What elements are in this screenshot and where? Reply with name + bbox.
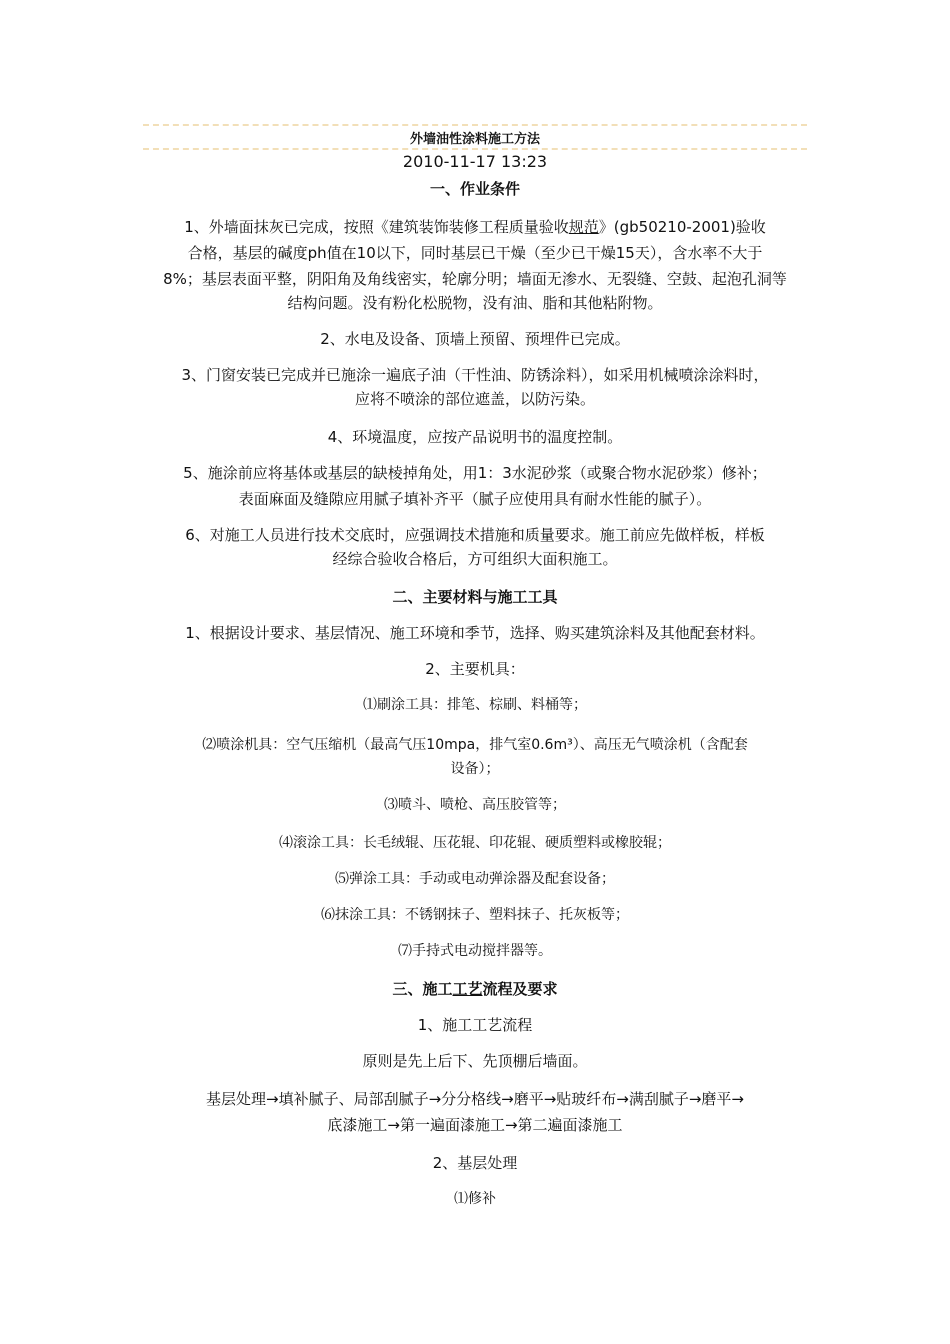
section3-heading-a: 三、施工 [392,980,453,998]
section3-heading-c: 流程及要求 [482,980,558,998]
s2-tool-3: ⑶喷斗、喷枪、高压胶管等； [384,797,566,813]
s1-p4: 4、环境温度，应按产品说明书的温度控制。 [327,428,623,446]
s1-p1-line4: 结构问题。没有粉化松脱物，没有油、脂和其他粘附物。 [287,294,663,312]
s2-tool-2-line2: 设备）； [450,761,500,777]
s3-p1: 1、施工工艺流程 [417,1016,533,1034]
s3-p3-line1: 基层处理→填补腻子、局部刮腻子→分分格线→磨平→贴玻纤布→满刮腻子→磨平→ [206,1090,744,1108]
s3-p3-line2: 底漆施工→第一遍面漆施工→第二遍面漆施工 [327,1116,623,1134]
s1-p6-line1: 6、对施工人员进行技术交底时，应强调技术措施和质量要求。施工前应先做样板，样板 [185,526,765,544]
s1-p1-line1: 1、外墙面抹灰已完成，按照《建筑装饰装修工程质量验收规范》(gb50210-2001)验收 [184,218,766,236]
s2-p1: 1、根据设计要求、基层情况、施工环境和季节，选择、购买建筑涂料及其他配套材料。 [185,624,765,642]
top-dashed-rule [143,124,807,126]
section3-heading [143,976,807,1002]
s1-p1-line3: 8%；基层表面平整，阴阳角及角线密实，轮廓分明；墙面无渗水、无裂缝、空鼓、起泡孔洞等 [163,270,787,288]
section1-heading: 一、作业条件 [429,180,520,198]
s1-p6-line2: 经综合验收合格后，方可组织大面积施工。 [332,550,618,568]
s1-p3-line1: 3、门窗安装已完成并已施涂一遍底子油（干性油、防锈涂料），如采用机械喷涂涂料时， [181,366,769,384]
s2-tool-7: ⑺手持式电动搅拌器等。 [398,943,552,959]
section3-heading-b: 工艺 [452,980,483,998]
s2-tool-5: ⑸弹涂工具：手动或电动弹涂器及配套设备； [335,871,615,887]
s1-p5-line1: 5、施涂前应将基体或基层的缺棱掉角处，用1：3水泥砂浆（或聚合物水泥砂浆）修补； [183,464,767,482]
publish-date: 2010-11-17 13:23 [402,152,548,171]
section2-heading: 二、主要材料与施工工具 [392,588,558,606]
s1-p1-line2: 合格，基层的碱度ph值在10以下，同时基层已干燥（至少已干燥15天），含水率不大于 [187,244,763,262]
s1-p3-line2: 应将不喷涂的部位遮盖，以防污染。 [354,390,595,408]
s3-p2: 原则是先上后下、先顶棚后墙面。 [362,1052,588,1070]
s1-p5-line2: 表面麻面及缝隙应用腻子填补齐平（腻子应使用具有耐水性能的腻子）。 [238,490,712,508]
s2-tool-6: ⑹抹涂工具：不锈钢抹子、塑料抹子、托灰板等； [321,907,629,923]
s2-tool-1: ⑴刷涂工具：排笔、棕刷、料桶等； [363,697,587,713]
s3-p5: ⑴修补 [454,1191,496,1207]
s2-tool-2-line1: ⑵喷涂机具：空气压缩机（最高气压10mpa，排气室0.6m³）、高压无气喷涂机（含配套 [202,737,748,753]
s3-p4: 2、基层处理 [432,1154,518,1172]
document-title: 外墙油性涂料施工方法 [409,132,540,147]
s2-tool-4: ⑷滚涂工具：长毛绒辊、压花辊、印花辊、硬质塑料或橡胶辊； [279,835,671,851]
s2-p2: 2、主要机具： [425,660,525,678]
s1-p2: 2、水电及设备、顶墙上预留、预埋件已完成。 [320,330,630,348]
bottom-dashed-rule [143,148,807,150]
